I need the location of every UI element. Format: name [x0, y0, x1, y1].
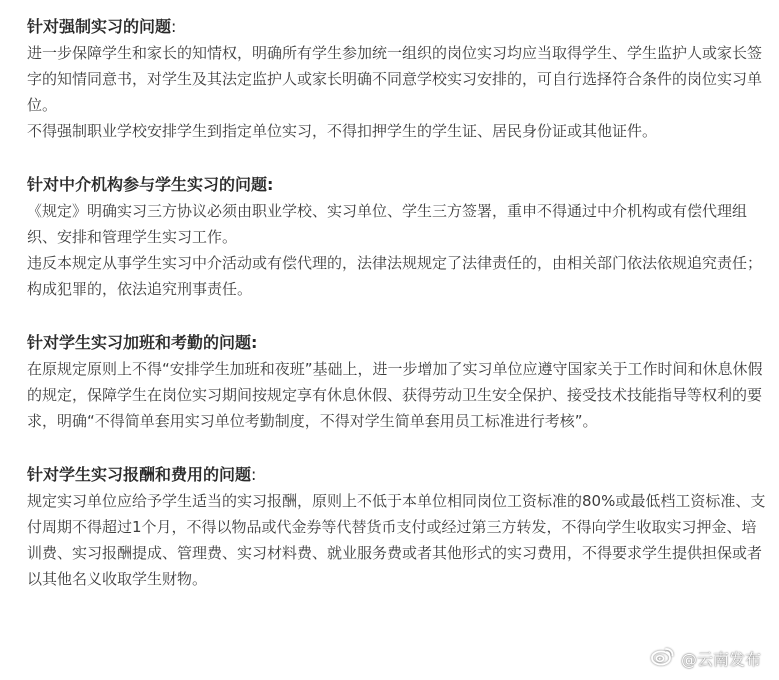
section-overtime-attendance: [27, 330, 769, 434]
section-paragraph: 在原规定原则上不得“安排学生加班和夜班”基础上，进一步增加了实习单位应遵守国家关于工作时间和休息休假的规定，保障学生在岗位实习期间按规定享有休息休假、获得劳动卫生安全保护、接受技术技能指导等权利的要求，明确“不得简单套用实习单位考勤制度，不得对学生简单套用员工标准进行考核”。: [27, 360, 763, 430]
section-paragraph: 规定实习单位应给予学生适当的实习报酬，原则上不低于本单位相同岗位工资标准的80%或最低档工资标准、支付周期不得超过1个月，不得以物品或代金券等代替货币支付或经过第三方转发，不得向学生收取实习押金、培训费、实习报酬提成、管理费、实习材料费、就业服务费或者其他形式的实习费用，不得要求学生提供担保或者以其他名义收取学生财物。: [27, 492, 766, 588]
section-paragraph: 不得强制职业学校安排学生到指定单位实习，不得扣押学生的学生证、居民身份证或其他证件。: [27, 122, 658, 140]
watermark-text: @云南发布: [680, 649, 761, 669]
watermark: [651, 646, 761, 670]
section-intermediary-agencies: [27, 172, 769, 302]
section-paragraph: 《规定》明确实习三方协议必须由职业学校、实习单位、学生三方签署，重申不得通过中介机构或有偿代理组织、安排和管理学生实习工作。: [27, 202, 748, 246]
section-heading: 针对学生实习报酬和费用的问题:: [27, 465, 257, 484]
section-paragraph: 进一步保障学生和家长的知情权，明确所有学生参加统一组织的岗位实习均应当取得学生、学生监护人或家长签字的知情同意书，对学生及其法定监护人或家长明确不同意学校实习安排的，可自行选择符合条件的岗位实习单位。: [27, 44, 763, 114]
section-heading: 针对学生实习加班和考勤的问题:: [27, 333, 258, 352]
section-forced-internship: [27, 14, 769, 144]
section-pay-and-fees: [27, 462, 769, 592]
section-heading: 针对强制实习的问题:: [27, 17, 177, 36]
section-heading: 针对中介机构参与学生实习的问题:: [27, 175, 274, 194]
article-body: [27, 14, 769, 620]
section-paragraph: 违反本规定从事学生实习中介活动或有偿代理的，法律法规规定了法律责任的，由相关部门依法依规追究责任；构成犯罪的，依法追究刑事责任。: [27, 254, 763, 298]
weibo-logo-icon: [651, 646, 675, 670]
